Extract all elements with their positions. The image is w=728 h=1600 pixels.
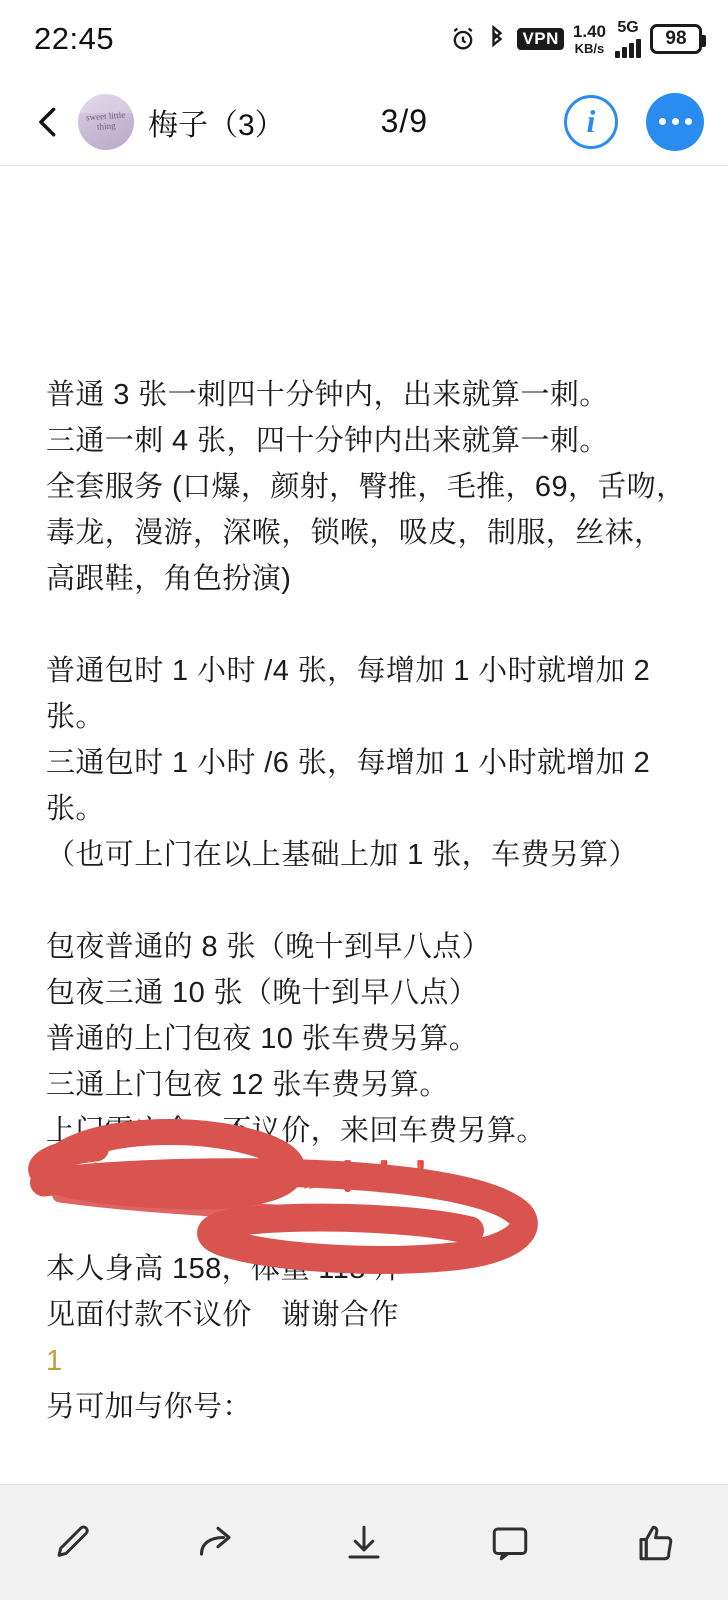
status-time: 22:45	[34, 21, 115, 56]
message-line: （也可上门在以上基础上加 1 张，车费另算）	[46, 839, 639, 871]
share-icon[interactable]	[176, 1501, 260, 1585]
message-line-warning: ❗喝酒、吸 du、不接❗❗❗	[46, 1161, 440, 1193]
more-horizontal-icon[interactable]	[646, 93, 704, 151]
avatar-label: sweet little thing	[85, 109, 126, 133]
message-text-block	[46, 372, 688, 1430]
bluetooth-icon	[486, 25, 508, 53]
edit-icon[interactable]	[31, 1501, 115, 1585]
paragraph-spacer	[46, 602, 688, 648]
download-icon[interactable]	[322, 1501, 406, 1585]
network-type-label: 5G	[617, 19, 639, 36]
like-icon[interactable]	[613, 1501, 697, 1585]
message-content	[0, 166, 728, 1484]
network-speed	[573, 23, 606, 55]
message-line: 毒龙，漫游，深喉，锁喉，吸皮，制服，丝袜，	[46, 517, 664, 549]
bottom-toolbar	[0, 1484, 728, 1600]
app-bar	[0, 78, 728, 166]
battery-indicator	[650, 24, 702, 54]
message-line: 上门需定金，不议价，来回车费另算。	[46, 1115, 546, 1147]
message-line: 包夜普通的 8 张（晚十到早八点）	[46, 931, 492, 963]
chat-title: 梅子（3）	[148, 108, 285, 142]
battery-level: 98	[665, 28, 687, 49]
signal-bars-icon	[615, 38, 641, 58]
network-speed-unit: KB/s	[574, 41, 605, 56]
paragraph-spacer	[46, 1200, 688, 1246]
network-speed-value: 1.40	[572, 22, 606, 41]
message-line: 本人身高 158，体重 118 斤	[46, 1253, 404, 1285]
back-button[interactable]	[22, 96, 74, 148]
message-line-obscured: 1	[46, 1345, 63, 1377]
message-line: 三通包时 1 小时 /6 张，每增加 1 小时就增加 2 张。	[46, 747, 659, 825]
message-line: 普通的上门包夜 10 张车费另算。	[46, 1023, 479, 1055]
status-bar	[0, 0, 728, 78]
comment-icon[interactable]	[468, 1501, 552, 1585]
info-icon[interactable]: i	[564, 95, 618, 149]
message-line: 另可加与你号：	[46, 1391, 252, 1423]
signal-indicator	[615, 20, 641, 58]
message-line: 高跟鞋，角色扮演)	[46, 563, 292, 595]
avatar[interactable]	[78, 94, 134, 150]
message-line: 普通 3 张一刺四十分钟内，出来就算一刺。	[46, 379, 609, 411]
vpn-badge: VPN	[517, 28, 563, 50]
message-line: 见面付款不议价 谢谢合作	[46, 1299, 399, 1331]
message-line: 三通一刺 4 张，四十分钟内出来就算一刺。	[46, 425, 609, 457]
alarm-icon	[449, 25, 477, 53]
message-line: 包夜三通 10 张（晚十到早八点）	[46, 977, 479, 1009]
message-line: 普通包时 1 小时 /4 张，每增加 1 小时就增加 2 张。	[46, 655, 659, 733]
paragraph-spacer	[46, 878, 688, 924]
message-line: 全套服务 (口爆，颜射，臀推，毛推，69，舌吻，	[46, 471, 686, 503]
message-line: 三通上门包夜 12 张车费另算。	[46, 1069, 449, 1101]
status-icons	[449, 20, 702, 58]
page-counter: 3/9	[380, 103, 429, 139]
